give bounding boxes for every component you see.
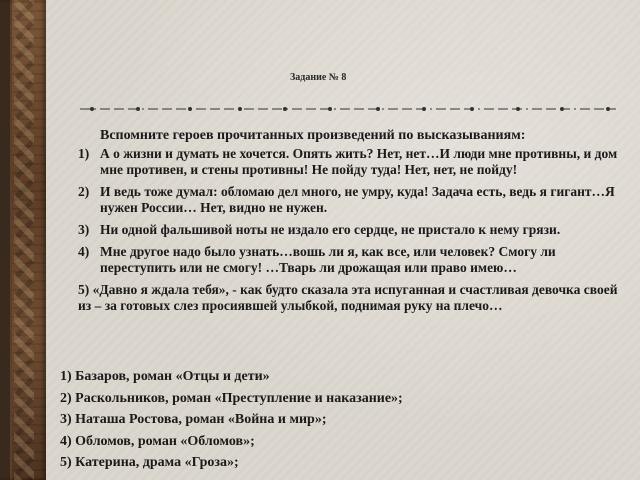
- quote-item: [78, 222, 633, 238]
- quote-item: [78, 244, 633, 276]
- answers-list: [60, 366, 620, 474]
- quote-text: Ни одной фальшивой ноты не издало его сердце, не пристало к нему грязи.: [100, 222, 561, 237]
- answer-item: 4) Обломов, роман «Обломов»;: [60, 433, 255, 449]
- quote-item: [78, 184, 633, 216]
- quotes-list: [78, 146, 633, 320]
- dash-dot-divider: [80, 103, 616, 115]
- quote-text: И ведь тоже думал: обломаю дел много, не умру, куда! Задача есть, ведь я гигант…Я нужен России… Нет, видно не нужен.: [100, 184, 615, 215]
- quote-text: 5) «Давно я ждала тебя», - как будто сказала эта испуганная и счастливая девочка своей из – за готовых слез просиявшей улыбкой, поднимая руку на плечо…: [78, 282, 618, 313]
- quote-text: Мне другое надо было узнать…вошь ли я, как все, или человек? Смогу ли переступить или не смогу! …Тварь ли дрожащая или право имею…: [100, 244, 556, 275]
- sidebar-pattern: [14, 0, 34, 480]
- quote-item: [78, 282, 633, 314]
- answer-item: 1) Базаров, роман «Отцы и дети»: [60, 369, 270, 384]
- quote-text: А о жизни и думать не хочется. Опять жить? Нет, нет…И люди мне противны, и дом мне противен, и стены противны! Не пойду туда! Нет, нет, не пойду!: [100, 146, 618, 177]
- quote-item: [78, 146, 633, 178]
- answer-item: 3) Наташа Ростова, роман «Война и мир»;: [60, 412, 327, 427]
- decorative-sidebar: [0, 0, 46, 480]
- slide-title: Задание № 8: [290, 72, 347, 83]
- quote-number: 4): [78, 244, 90, 259]
- task-instruction: Вспомните героев прочитанных произведений по высказываниям:: [100, 128, 526, 143]
- quote-number: 2): [78, 184, 90, 199]
- quote-number: 3): [78, 222, 90, 237]
- answer-item: 2) Раскольников, роман «Преступление и наказание»;: [60, 390, 403, 406]
- answer-item: 5) Катерина, драма «Гроза»;: [60, 455, 239, 470]
- quote-number: 1): [78, 146, 90, 161]
